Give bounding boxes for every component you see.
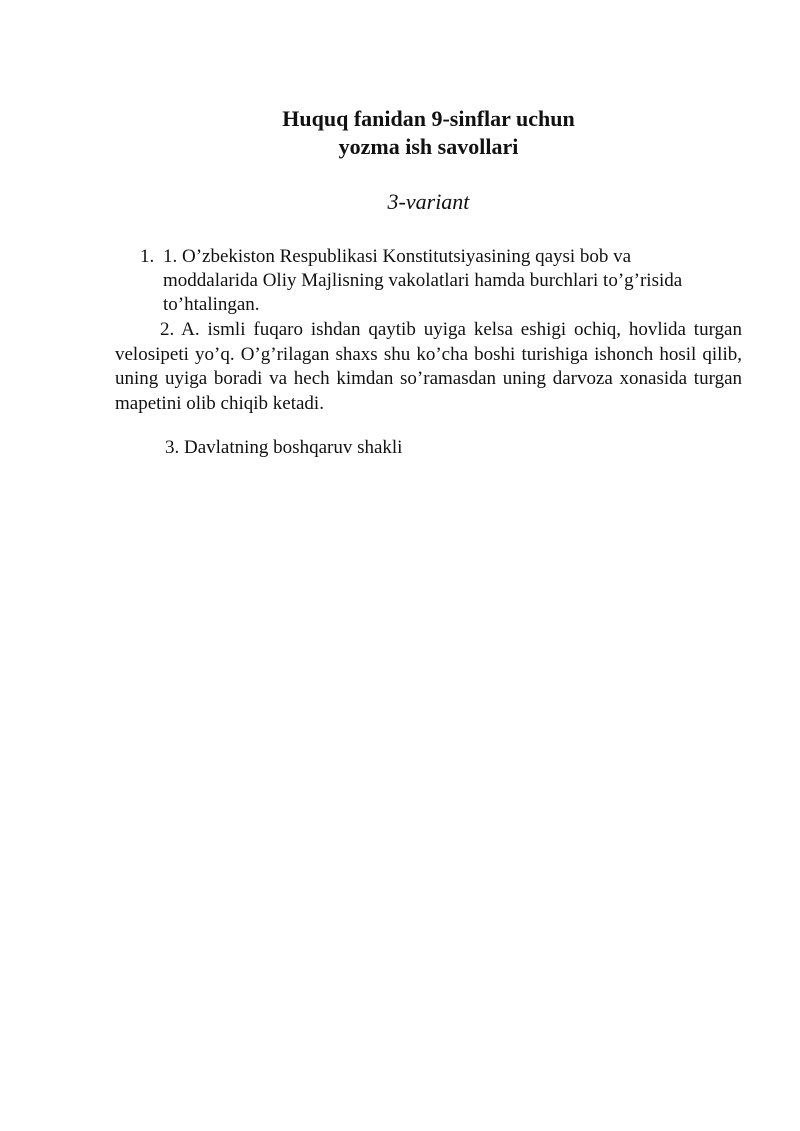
question-1-list-marker: 1. [140, 246, 155, 267]
document-title-line-1: Huquq fanidan 9-sinflar uchun [282, 106, 575, 131]
variant-heading: 3-variant [387, 189, 470, 214]
question-1-text: 1. O’zbekiston Respublikasi Konstitutsiyasining qaysi bob va moddalarida Oliy Majlisning vakolatlari hamda burchlari to’g’risida to’htalingan. [163, 246, 683, 315]
question-2-text: 2. A. ismli fuqaro ishdan qaytib uyiga kelsa eshigi ochiq, hovlida turgan velosipeti yo’q. O’g’rilagan shaxs shu ko’cha boshi turishiga ishonch hosil qilib, uning uyiga boradi va hech kimdan so’ramasdan uning darvoza xonasida turgan mapetini olib chiqib ketadi. [115, 319, 742, 414]
document-title-line-2: yozma ish savollari [338, 134, 519, 159]
question-3-text: 3. Davlatning boshqaruv shakli [165, 437, 403, 458]
